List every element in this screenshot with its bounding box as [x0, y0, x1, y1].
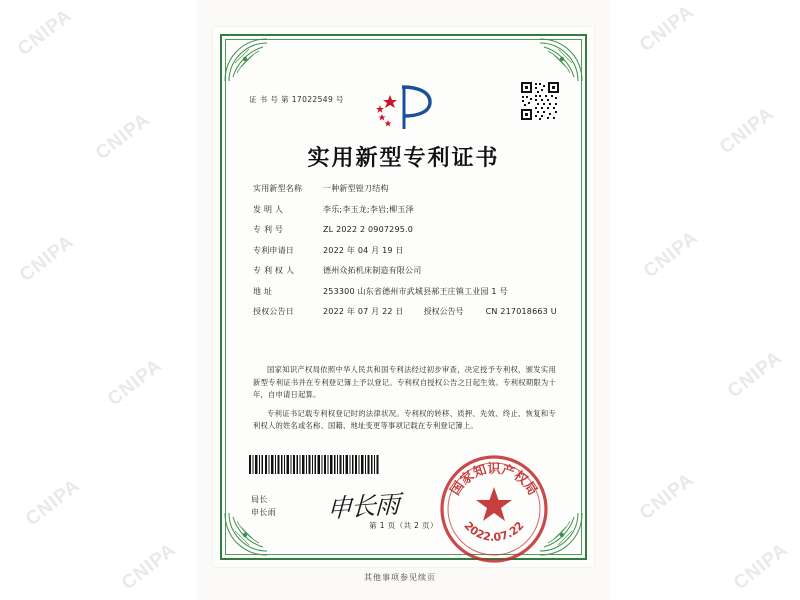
field-value: 李乐;李玉龙;李岩;柳玉泽 [323, 204, 414, 214]
field-value: 2022 年 04 月 19 日 [323, 245, 404, 255]
field-label: 专 利 号 [253, 225, 284, 234]
watermark-cnipa: CNIPA [103, 355, 167, 411]
field-value: 253300 山东省德州市武城县郝王庄镇工业园 1 号 [323, 286, 508, 296]
certificate-content [235, 49, 572, 545]
field-row [253, 247, 558, 255]
legal-paragraph: 国家知识产权局依照中华人民共和国专利法经过初步审查，决定授予专利权，颁发实用新型专利证书并在专利登记簿上予以登记。专利权自授权公告之日起生效。专利权期限为十年，自申请日起算。 [253, 365, 556, 400]
field-label: 地 址 [253, 286, 273, 296]
patent-certificate [213, 27, 594, 567]
legal-text [253, 364, 556, 439]
field-label: 实用新型名称 [253, 184, 303, 193]
field-label: 授权公告日 [253, 307, 294, 316]
field-label: 发 明 人 [253, 204, 284, 214]
certificate-fields [253, 185, 558, 329]
watermark-cnipa: CNIPA [117, 539, 181, 595]
seal-top-text: 国家知识产权局 [448, 462, 540, 499]
page-title: 实用新型专利证书 [307, 146, 500, 171]
watermark-cnipa: CNIPA [15, 231, 79, 287]
field-value: 2022 年 07 月 22 日 [323, 307, 404, 316]
field-row [253, 226, 558, 234]
field-label: 专 利 权 人 [253, 266, 295, 275]
field-label: 专利申请日 [253, 245, 294, 255]
signature-name: 申长雨 [251, 508, 277, 518]
watermark-cnipa: CNIPA [715, 103, 779, 159]
qr-code-icon [520, 81, 560, 121]
certificate-number: 证 书 号 第 17022549 号 [249, 95, 344, 104]
field-row [253, 185, 558, 193]
field-row [253, 206, 558, 214]
cnipa-logo-icon [368, 83, 440, 131]
watermark-cnipa: CNIPA [729, 539, 793, 595]
field-value: CN 217018663 U [485, 307, 557, 316]
continuation-note: 其他事项参见续页 [364, 573, 436, 582]
field-value: ZL 2022 2 0907295.0 [323, 225, 414, 234]
watermark-cnipa: CNIPA [91, 109, 155, 165]
barcode-icon [249, 455, 379, 474]
field-value: 德州众拓机床制造有限公司 [323, 266, 422, 275]
handwritten-signature: 申长雨 [326, 489, 400, 524]
official-seal [438, 453, 550, 565]
watermark-cnipa: CNIPA [723, 347, 787, 403]
watermark-cnipa: CNIPA [635, 469, 699, 525]
watermark-cnipa: CNIPA [21, 475, 85, 531]
field-value: 一种新型镗刀结构 [323, 184, 389, 193]
seal-bottom-text: 2022.07.22 [461, 519, 527, 545]
watermark-cnipa: CNIPA [639, 227, 703, 283]
signature-block [251, 493, 276, 519]
watermark-cnipa: CNIPA [13, 5, 77, 61]
signature-title: 局长 [251, 495, 268, 504]
field-row [253, 288, 558, 296]
field-row [253, 267, 558, 275]
watermark-cnipa: CNIPA [635, 1, 699, 57]
field-row-dual [253, 308, 558, 316]
page-footer: 第 1 页（共 2 页） [369, 521, 438, 530]
field-label: 授权公告号 [423, 307, 464, 316]
legal-paragraph: 专利证书记载专利权登记时的法律状况。专利权的转移、质押、先效、终止、恢复和专利权人的姓名或名称、国籍、地址变更等事项记载在专利登记簿上。 [253, 408, 556, 431]
